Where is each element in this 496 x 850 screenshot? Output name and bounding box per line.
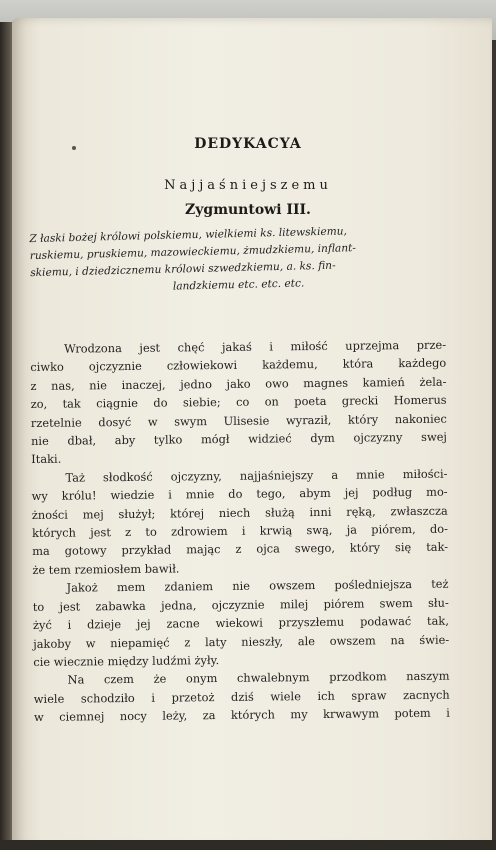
- book-bottom-edge: [0, 840, 496, 850]
- body-line: rzetelnie dosyć w swym Ulisesie wyraził, który nakoniec: [30, 411, 447, 430]
- recipient-line-2: Zygmuntowi III.: [185, 202, 311, 218]
- dedication-line: Z łaski bożej królowi polskiemu, wielkiemi ks. litewskiemu,: [29, 225, 348, 246]
- body-line: Na czem że onym chwalebnym przodkom naszym: [67, 668, 450, 687]
- body-line: Jakoż mem zdaniem nie owszem pośledniejsza też: [66, 576, 449, 595]
- body-line: zo, tak ciągnie do siebie; co on poeta grecki Homerus: [30, 392, 447, 412]
- body-text: [30, 336, 450, 727]
- body-line: jakoby w niepamięć z laty nieszły, ale owszem na świe-: [33, 632, 450, 651]
- body-line: Wrodzona jest chęć jakaś i miłość uprzejma prze-: [64, 337, 447, 356]
- body-line: wiele schodziło i przetoż dziś wiele ich spraw zacnych: [33, 687, 450, 706]
- dedication-line: ruskiemu, pruskiemu, mazowieckiemu, żmudzkiemu, inflant-: [29, 242, 357, 263]
- body-line: żyć i dzieje jej zacne wiekowi przyszłemu podawać tak,: [32, 613, 449, 633]
- body-line: Taż słodkość ojczyzny, najjaśniejszy a mnie miłości-: [65, 466, 448, 485]
- body-line: z nas, nie inaczej, jedno jako owo magnes kamień żela-: [30, 374, 447, 393]
- body-line: żności mej służył; której niech służą inni ręką, zwłaszcza: [31, 503, 448, 522]
- dedication-line: skiemu, i dziedzicznemu królowi szwedzkiemu, a. ks. fin-: [30, 259, 336, 280]
- body-line: cie wiecznie między ludźmi żyły.: [33, 652, 220, 669]
- dedication-line: landzkiemu etc. etc. etc.: [172, 277, 305, 293]
- body-line: Itaki.: [31, 452, 62, 467]
- body-line: że tem rzemiosłem bawił.: [32, 561, 180, 577]
- recipient-line-1: Najjaśniejszemu: [164, 178, 332, 193]
- body-line: to jest zabawka jedna, ojczyznie milej piórem swem słu-: [32, 595, 449, 614]
- body-line: ciwko ojczyznie człowiekowi każdemu, która każdego: [30, 356, 447, 375]
- body-line: których jest z to zdrowiem i krwią swą, ja piórem, do-: [31, 521, 448, 541]
- page-heading: DEDYKACYA: [194, 136, 302, 152]
- body-line: w ciemnej nocy leży, za których my krwawym potem i: [33, 705, 450, 725]
- body-line: wy królu! wiedzie i mnie do tego, abym jej podług mo-: [31, 484, 448, 504]
- body-line: ma gotowy przykład mając z ojca swego, który się tak-: [32, 540, 449, 559]
- body-line: nie dbał, aby tylko mógł widzieć dym ojczyzny swej: [30, 429, 447, 449]
- dedication-block: [29, 221, 447, 299]
